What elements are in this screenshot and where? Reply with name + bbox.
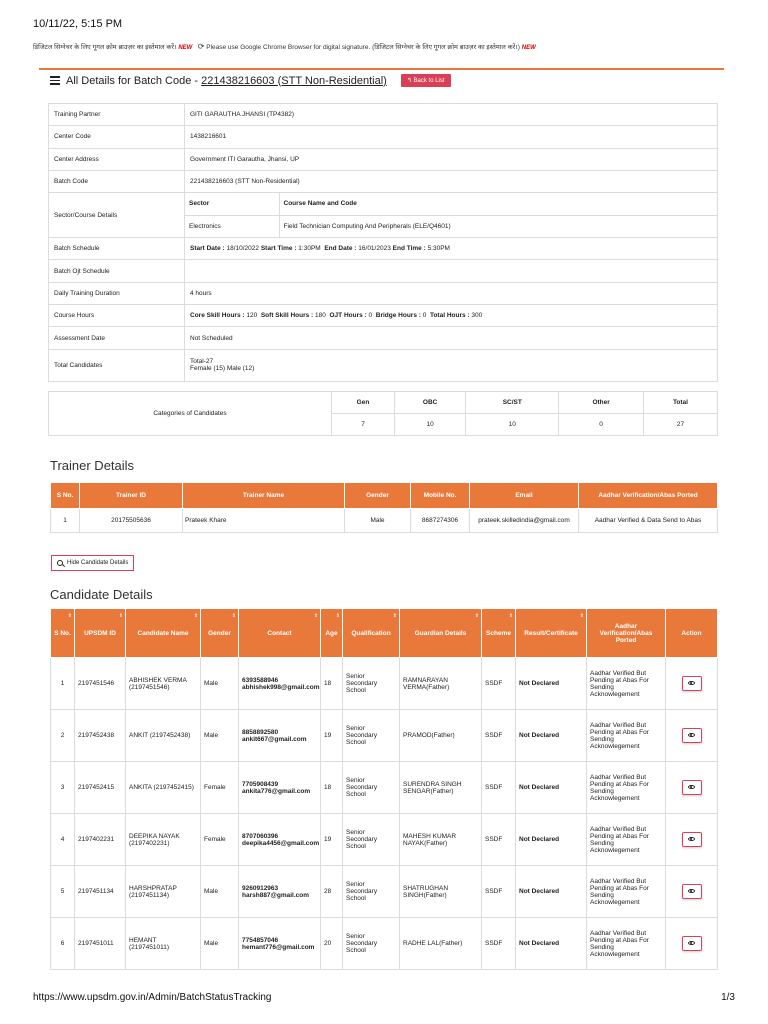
- gender-cell: Male: [201, 866, 239, 918]
- row-label: Batch Ojt Schedule: [49, 260, 185, 282]
- batch-heading: [50, 74, 451, 87]
- gender-cell: Male: [201, 710, 239, 762]
- course-header: Course Name and Code: [283, 200, 357, 208]
- aadhar-status-cell: Aadhar Verified But Pending at Abas For Sending Acknowlegement: [587, 658, 666, 710]
- column-header: Aadhar Verification/Abas Ported: [579, 483, 718, 509]
- column-header: S No.: [51, 483, 80, 509]
- column-header: Email: [470, 483, 579, 509]
- sort-icon[interactable]: ⇕: [508, 613, 513, 619]
- qualification-cell: Senior Secondary School: [343, 918, 400, 970]
- row-label: Training Partner: [49, 104, 185, 126]
- table-row: [49, 170, 718, 192]
- age-cell: 28: [321, 866, 343, 918]
- view-candidate-button[interactable]: [682, 676, 702, 691]
- contact-cell: 7705908439 ankita776@gmail.com: [239, 762, 321, 814]
- notice-hindi-text-2: (डिजिटल सिग्नेचर के लिए गूगल क्रोम ब्राउज़र का इस्तेमाल करें।): [372, 44, 520, 51]
- sort-icon[interactable]: ⇕: [193, 613, 198, 619]
- table-row: [49, 305, 718, 327]
- new-badge-2: NEW: [521, 45, 536, 51]
- candidate-name-cell: ANKIT (2197452438): [126, 710, 201, 762]
- result-cell: Not Declared: [516, 918, 587, 970]
- table-row: [49, 148, 718, 170]
- sector-course-cell: [185, 193, 718, 238]
- sort-icon[interactable]: ⇕: [231, 613, 236, 619]
- table-row: [51, 762, 718, 814]
- contact-cell: 7754857046 hemant776@gmail.com: [239, 918, 321, 970]
- category-header: Other: [592, 399, 610, 406]
- action-cell: [666, 866, 718, 918]
- qualification-cell: Senior Secondary School: [343, 710, 400, 762]
- scheme-cell: SSDF: [482, 658, 516, 710]
- eye-icon: [688, 681, 695, 685]
- row-label: Center Address: [49, 148, 185, 170]
- batch-details-table: [48, 103, 718, 382]
- trainer-details-title: Trainer Details: [50, 458, 135, 473]
- column-header: Mobile No.: [411, 483, 470, 509]
- category-value: 10: [466, 414, 559, 436]
- column-header: Trainer Name: [183, 483, 345, 509]
- sno-cell: 1: [51, 658, 75, 710]
- column-header[interactable]: Aadhar Verification/Abas Ported: [587, 609, 666, 658]
- sector-course-table: [185, 193, 717, 237]
- batch-ojt-value: [185, 260, 718, 282]
- column-header[interactable]: UPSDM ID ⇕: [75, 609, 126, 658]
- batch-heading-prefix: All Details for Batch Code -: [66, 74, 199, 87]
- categories-table: [48, 391, 718, 436]
- table-row: [51, 710, 718, 762]
- age-cell: 19: [321, 814, 343, 866]
- eye-icon: [688, 889, 695, 893]
- view-candidate-button[interactable]: [682, 780, 702, 795]
- column-header[interactable]: Gender ⇕: [201, 609, 239, 658]
- row-label: Sector/Course Details: [49, 193, 185, 238]
- row-label: Daily Training Duration: [49, 282, 185, 304]
- guardian-cell: SHATRUGHAN SINGH(Father): [400, 866, 482, 918]
- contact-cell: 8858892580 ankit667@gmail.com: [239, 710, 321, 762]
- table-row: [51, 658, 718, 710]
- upsdm-id-cell: 2197451011: [75, 918, 126, 970]
- gender-cell: Female: [201, 814, 239, 866]
- column-header[interactable]: S No. ⇕: [51, 609, 75, 658]
- age-cell: 20: [321, 918, 343, 970]
- notice-hindi-text: डिजिटल सिग्नेचर के लिए गूगल क्रोम ब्राउज़र का इस्तेमाल करें।: [33, 44, 177, 51]
- course-value: Field Technician Computing And Peripherals (ELE/Q4601): [283, 222, 451, 230]
- column-header[interactable]: Action: [666, 609, 718, 658]
- print-page-number: 1/3: [721, 992, 735, 1003]
- contact-cell: 8707060396 deepika4456@gmail.com: [239, 814, 321, 866]
- categories-label: Categories of Candidates: [49, 392, 332, 436]
- column-header[interactable]: Age ⇕: [321, 609, 343, 658]
- trainer-table: [50, 482, 718, 533]
- contact-cell: 6393588946 abhishek998@gmail.com: [239, 658, 321, 710]
- assessment-value: Not Scheduled: [185, 327, 718, 349]
- section-divider: [39, 68, 724, 70]
- category-header: Total: [672, 399, 688, 406]
- view-candidate-button[interactable]: [682, 936, 702, 951]
- candidate-name-cell: HARSHPRATAP (2197451134): [126, 866, 201, 918]
- column-header[interactable]: Candidate Name ⇕: [126, 609, 201, 658]
- scheme-cell: SSDF: [482, 866, 516, 918]
- action-cell: [666, 918, 718, 970]
- action-cell: [666, 762, 718, 814]
- guardian-cell: RADHE LAL(Father): [400, 918, 482, 970]
- training-partner-value: GITI GARAUTHA JHANSI (TP4382): [185, 104, 718, 126]
- upsdm-id-cell: 2197452415: [75, 762, 126, 814]
- category-header: SC/ST: [502, 399, 522, 406]
- column-header: Gender: [345, 483, 411, 509]
- back-to-list-button[interactable]: ↰ Back to List: [401, 74, 451, 87]
- scheme-cell: SSDF: [482, 710, 516, 762]
- total-candidates-value: Total-27 Female (15) Male (12): [185, 349, 718, 381]
- guardian-cell: PRAMOD(Father): [400, 710, 482, 762]
- sno-cell: 2: [51, 710, 75, 762]
- category-header: OBC: [422, 399, 438, 406]
- category-header: Gen: [356, 399, 370, 406]
- table-row: [49, 126, 718, 148]
- age-cell: 19: [321, 710, 343, 762]
- sort-icon[interactable]: ⇕: [335, 613, 340, 619]
- batch-schedule-value: Start Date : 18/10/2022 Start Time : 1:30PM End Date : 16/01/2023 End Time : 5:30PM: [185, 238, 718, 260]
- refresh-icon: ⟳: [197, 42, 205, 51]
- gender-cell: Male: [201, 658, 239, 710]
- row-label: Course Hours: [49, 305, 185, 327]
- print-footer-url: https://www.upsdm.gov.in/Admin/BatchStatusTracking: [33, 992, 272, 1003]
- qualification-cell: Senior Secondary School: [343, 866, 400, 918]
- candidate-name-cell: DEEPIKA NAYAK (2197402231): [126, 814, 201, 866]
- guardian-cell: MAHESH KUMAR NAYAK(Father): [400, 814, 482, 866]
- sector-value: Electronics: [185, 215, 279, 237]
- scheme-cell: SSDF: [482, 762, 516, 814]
- contact-cell: 9260912963 harsh887@gmail.com: [239, 866, 321, 918]
- table-row: [49, 193, 718, 238]
- eye-icon: [688, 941, 695, 945]
- scheme-cell: SSDF: [482, 814, 516, 866]
- aadhar-status-cell: Aadhar Verified But Pending at Abas For Sending Acknowlegement: [587, 762, 666, 814]
- action-cell: [666, 814, 718, 866]
- table-row: [51, 918, 718, 970]
- column-header[interactable]: Contact ⇕: [239, 609, 321, 658]
- sort-icon[interactable]: ⇕: [313, 613, 318, 619]
- guardian-cell: SURENDRA SINGH SENGAR(Father): [400, 762, 482, 814]
- category-value: 0: [559, 414, 644, 436]
- age-cell: 18: [321, 658, 343, 710]
- row-label: Center Code: [49, 126, 185, 148]
- action-cell: [666, 710, 718, 762]
- hide-candidate-details-label: Hide Candidate Details: [67, 560, 129, 566]
- print-datetime: 10/11/22, 5:15 PM: [33, 18, 123, 30]
- back-to-list-label: Back to List: [413, 78, 445, 84]
- view-candidate-button[interactable]: [682, 884, 702, 899]
- candidate-details-title: Candidate Details: [50, 587, 153, 602]
- hide-candidate-details-button[interactable]: [51, 555, 134, 571]
- upsdm-id-cell: 2197452438: [75, 710, 126, 762]
- eye-icon: [688, 733, 695, 737]
- table-row: [49, 282, 718, 304]
- table-row: [49, 349, 718, 381]
- sno-cell: 3: [51, 762, 75, 814]
- qualification-cell: Senior Secondary School: [343, 658, 400, 710]
- digital-signature-notice: [33, 42, 733, 51]
- row-label: Batch Code: [49, 170, 185, 192]
- eye-icon: [688, 837, 695, 841]
- eye-icon: [688, 785, 695, 789]
- candidate-name-cell: ABHISHEK VERMA (2197451546): [126, 658, 201, 710]
- center-code-value: 1438216601: [185, 126, 718, 148]
- menu-icon: [50, 74, 60, 87]
- table-row: [51, 814, 718, 866]
- batch-code-value: 221438216603 (STT Non-Residential): [185, 170, 718, 192]
- candidate-name-cell: ANKITA (2197452415): [126, 762, 201, 814]
- sort-icon[interactable]: ⇕: [579, 613, 584, 619]
- row-label: Total Candidates: [49, 349, 185, 381]
- result-cell: Not Declared: [516, 658, 587, 710]
- row-label: Assessment Date: [49, 327, 185, 349]
- candidate-table: [50, 608, 718, 970]
- result-cell: Not Declared: [516, 710, 587, 762]
- qualification-cell: Senior Secondary School: [343, 814, 400, 866]
- aadhar-status-cell: Aadhar Verified But Pending at Abas For Sending Acknowlegement: [587, 814, 666, 866]
- notice-english-text: Please use Google Chrome Browser for digital signature.: [206, 44, 371, 51]
- age-cell: 18: [321, 762, 343, 814]
- table-row: [49, 238, 718, 260]
- view-candidate-button[interactable]: [682, 832, 702, 847]
- view-candidate-button[interactable]: [682, 728, 702, 743]
- sno-cell: 6: [51, 918, 75, 970]
- gender-cell: Male: [201, 918, 239, 970]
- result-cell: Not Declared: [516, 866, 587, 918]
- search-icon: [57, 560, 63, 566]
- candidate-name-cell: HEMANT (2197451011): [126, 918, 201, 970]
- course-hours-value: Core Skill Hours : 120 Soft Skill Hours : 180 OJT Hours : 0 Bridge Hours : 0 Total Hours : 300: [185, 305, 718, 327]
- result-cell: Not Declared: [516, 762, 587, 814]
- gender-cell: Female: [201, 762, 239, 814]
- column-header[interactable]: Result/Certificate ⇕: [516, 609, 587, 658]
- upsdm-id-cell: 2197402231: [75, 814, 126, 866]
- category-value: 27: [643, 414, 717, 436]
- sort-icon[interactable]: ⇕: [392, 613, 397, 619]
- center-address-value: Government ITI Garautha, Jhansi, UP: [185, 148, 718, 170]
- daily-duration-value: 4 hours: [185, 282, 718, 304]
- sno-cell: 5: [51, 866, 75, 918]
- table-row: [49, 327, 718, 349]
- new-badge: NEW: [178, 45, 193, 51]
- column-header[interactable]: Scheme ⇕: [482, 609, 516, 658]
- action-cell: [666, 658, 718, 710]
- row-label: Batch Schedule: [49, 238, 185, 260]
- column-header: Trainer ID: [80, 483, 183, 509]
- result-cell: Not Declared: [516, 814, 587, 866]
- table-row: [51, 866, 718, 918]
- sort-icon[interactable]: ⇕: [118, 613, 123, 619]
- aadhar-status-cell: Aadhar Verified But Pending at Abas For Sending Acknowlegement: [587, 918, 666, 970]
- sort-icon[interactable]: ⇕: [474, 613, 479, 619]
- upsdm-id-cell: 2197451546: [75, 658, 126, 710]
- sector-header: Sector: [189, 200, 210, 208]
- qualification-cell: Senior Secondary School: [343, 762, 400, 814]
- category-value: 10: [395, 414, 466, 436]
- category-value: 7: [332, 414, 395, 436]
- column-header[interactable]: Guardian Details ⇕: [400, 609, 482, 658]
- aadhar-status-cell: Aadhar Verified But Pending at Abas For Sending Acknowlegement: [587, 866, 666, 918]
- table-row: 1 20175505636 Prateek Khare Male 8687274306 prateek.skilledindia@gmail.com Aadhar Verified & Data Send to Abas: [51, 509, 718, 533]
- guardian-cell: RAMNARAYAN VERMA(Father): [400, 658, 482, 710]
- upsdm-id-cell: 2197451134: [75, 866, 126, 918]
- scheme-cell: SSDF: [482, 918, 516, 970]
- table-row: [49, 104, 718, 126]
- batch-code-link[interactable]: 221438216603 (STT Non-Residential): [201, 74, 387, 87]
- aadhar-status-cell: Aadhar Verified But Pending at Abas For Sending Acknowlegement: [587, 710, 666, 762]
- table-row: [49, 260, 718, 282]
- sort-icon[interactable]: ⇕: [67, 613, 72, 619]
- sno-cell: 4: [51, 814, 75, 866]
- column-header[interactable]: Qualification ⇕: [343, 609, 400, 658]
